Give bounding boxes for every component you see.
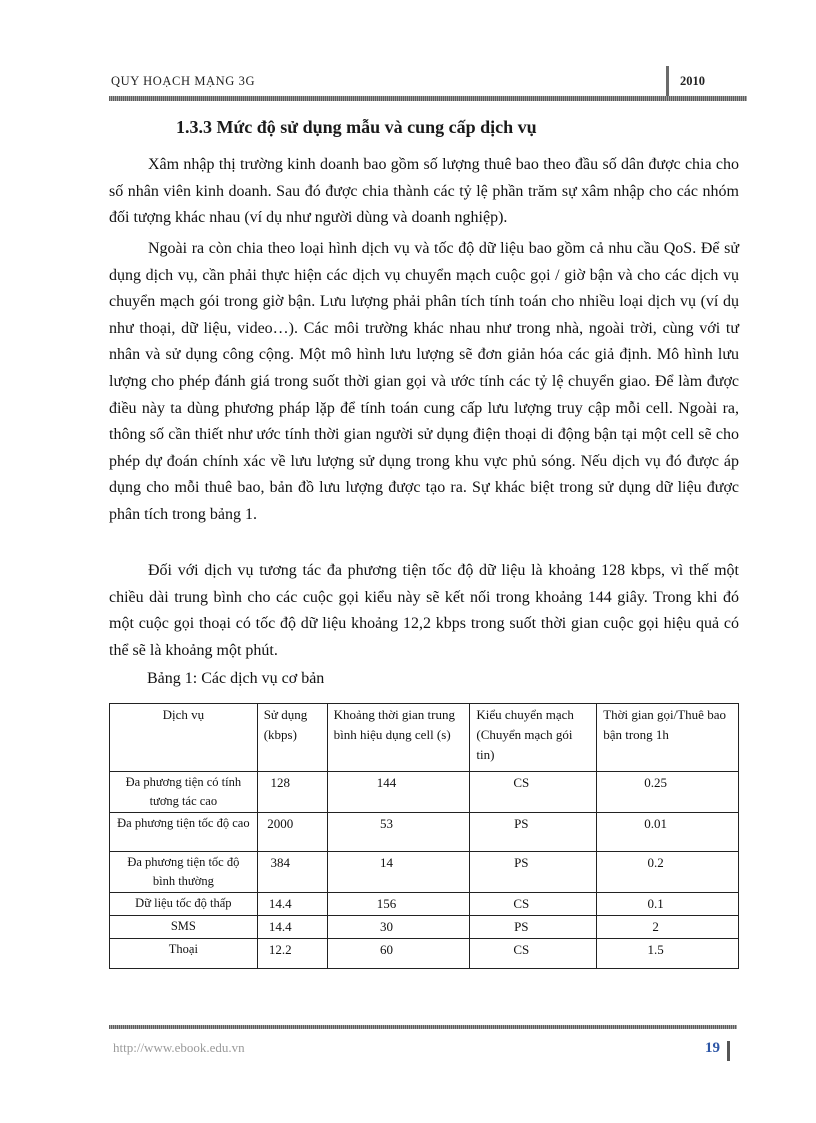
cell-switching: PS — [470, 852, 597, 893]
table-header-row — [110, 704, 739, 772]
header-duration: Khoảng thời gian trung bình hiệu dụng cell (s) — [327, 704, 470, 772]
cell-service: Thoại — [110, 939, 258, 969]
table-row — [110, 916, 739, 939]
cell-busy-time: 1.5 — [597, 939, 739, 969]
services-table — [109, 703, 739, 969]
paragraph-text: Xâm nhập thị trường kinh doanh bao gồm số lượng thuê bao theo đầu số dân được chia cho số nhân viên kinh doanh. Sau đó được chia thành các tỷ lệ phần trăm sự xâm nhập cho các nhóm đối tượng khác nhau (ví dụ như người dùng và doanh nghiệp). — [109, 156, 739, 227]
header-year: 2010 — [680, 74, 705, 88]
cell-duration: 144 — [327, 772, 470, 813]
cell-switching: CS — [470, 772, 597, 813]
paragraph-2 — [109, 236, 739, 529]
cell-switching: PS — [470, 916, 597, 939]
footer-url: http://www.ebook.edu.vn — [113, 1040, 245, 1055]
cell-busy-time: 0.2 — [597, 852, 739, 893]
cell-usage: 12.2 — [257, 939, 327, 969]
cell-duration: 30 — [327, 916, 470, 939]
cell-duration: 53 — [327, 813, 470, 852]
cell-usage: 2000 — [257, 813, 327, 852]
table-row — [110, 813, 739, 852]
cell-switching: CS — [470, 893, 597, 916]
footer-divider — [727, 1041, 730, 1061]
paragraph-3 — [109, 558, 739, 664]
cell-switching: CS — [470, 939, 597, 969]
cell-service: Đa phương tiện tốc độ cao — [110, 813, 258, 852]
header-title: QUY HOẠCH MẠNG 3G — [111, 74, 256, 88]
table-caption: Bảng 1: Các dịch vụ cơ bản — [147, 670, 325, 687]
table-row — [110, 772, 739, 813]
footer-rule — [109, 1025, 737, 1029]
cell-usage: 14.4 — [257, 893, 327, 916]
header-switching: Kiểu chuyển mạch (Chuyển mạch gói tin) — [470, 704, 597, 772]
cell-usage: 14.4 — [257, 916, 327, 939]
cell-switching: PS — [470, 813, 597, 852]
paragraph-text: Đối với dịch vụ tương tác đa phương tiện tốc độ dữ liệu là khoảng 128 kbps, vì thế một chiều dài trung bình cho các cuộc gọi kiểu này sẽ kết nối trong khoảng 144 giây. Trong khi đó một cuộc gọi thoại có tốc độ dữ liệu khoảng 12,2 kbps trong suốt thời gian cuộc gọi hiệu quả có thể sẽ là khoảng một phút. — [109, 562, 739, 659]
cell-service: Dữ liệu tốc độ thấp — [110, 893, 258, 916]
cell-duration: 14 — [327, 852, 470, 893]
cell-service: SMS — [110, 916, 258, 939]
cell-usage: 128 — [257, 772, 327, 813]
cell-busy-time: 0.25 — [597, 772, 739, 813]
header-busy-time: Thời gian gọi/Thuê bao bận trong 1h — [597, 704, 739, 772]
page-number: 19 — [705, 1040, 720, 1056]
cell-service: Đa phương tiện có tính tương tác cao — [110, 772, 258, 813]
cell-busy-time: 2 — [597, 916, 739, 939]
cell-usage: 384 — [257, 852, 327, 893]
header-usage: Sử dụng (kbps) — [257, 704, 327, 772]
header-rule — [109, 96, 747, 101]
cell-busy-time: 0.01 — [597, 813, 739, 852]
cell-duration: 156 — [327, 893, 470, 916]
header-service: Dịch vụ — [110, 704, 258, 772]
header-divider — [666, 66, 669, 96]
paragraph-1 — [109, 152, 739, 232]
cell-duration: 60 — [327, 939, 470, 969]
paragraph-text: Ngoài ra còn chia theo loại hình dịch vụ và tốc độ dữ liệu bao gồm cả nhu cầu QoS. Để sử dụng dịch vụ, cần phải thực hiện các dịch vụ chuyển mạch cuộc gọi / giờ bận và cho các dịch vụ chuyển mạch gói trong giờ bận. Lưu lượng phải phân tích tính toán cho nhiều loại dịch vụ (ví dụ như thoại, dữ liệu, video…). Các môi trường khác nhau như trong nhà, ngoài trời, cùng với tư nhân và sử dụng công cộng. Một mô hình lưu lượng sẽ đơn giản hóa các giả định. Mô hình lưu lượng cho phép đánh giá trong suốt thời gian gọi và ước tính các tỷ lệ chuyển giao. Để làm được điều này ta dùng phương pháp lặp để tính toán cung cấp lưu lượng truy cập mỗi cell. Ngoài ra, thông số cần thiết như ước tính thời gian người sử dụng điện thoại di động bận tại một cell sẽ cho phép dự đoán chính xác về lưu lượng sử dụng trong khu vực phủ sóng. Nếu dịch vụ đó được áp dụng cho mỗi thuê bao, bản đồ lưu lượng được tạo ra. Sự khác biệt trong sử dụng dữ liệu được phân tích trong bảng 1. — [109, 240, 739, 523]
table-row — [110, 893, 739, 916]
section-heading: 1.3.3 Mức độ sử dụng mẫu và cung cấp dịch vụ — [176, 117, 537, 137]
cell-service: Đa phương tiện tốc độ bình thường — [110, 852, 258, 893]
table-row — [110, 852, 739, 893]
table-row — [110, 939, 739, 969]
page-header — [109, 62, 747, 98]
cell-busy-time: 0.1 — [597, 893, 739, 916]
